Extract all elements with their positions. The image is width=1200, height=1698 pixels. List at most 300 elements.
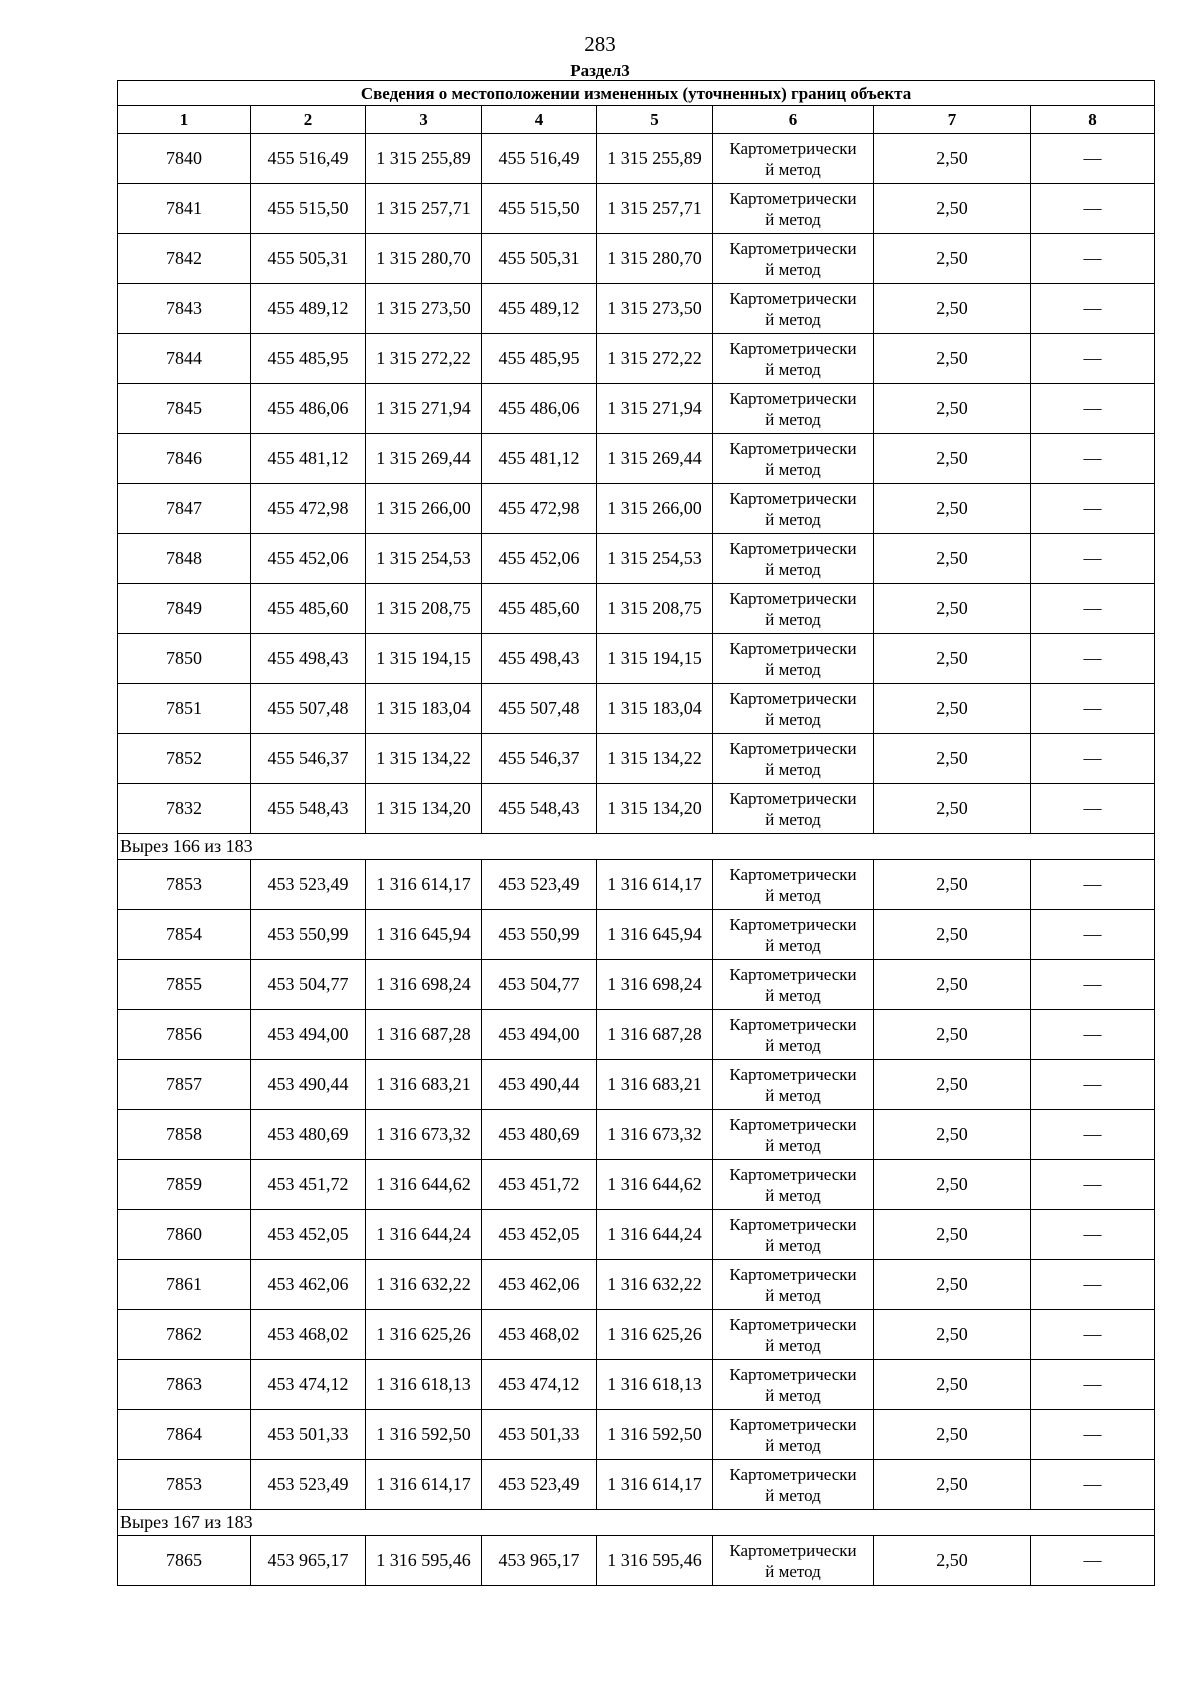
method-cell — [713, 1010, 874, 1060]
method-cell — [713, 1110, 874, 1160]
point-number-cell: 7859 — [118, 1160, 251, 1210]
x-existing-cell: 453 468,02 — [251, 1310, 366, 1360]
table-row — [118, 910, 1155, 960]
x-new-cell: 455 498,43 — [482, 634, 597, 684]
x-existing-cell: 453 452,05 — [251, 1210, 366, 1260]
method-line-1: Картометрически — [729, 1264, 857, 1284]
description-cell: — — [1031, 434, 1155, 484]
method-line-1: Картометрически — [729, 538, 857, 558]
point-number-cell: 7855 — [118, 960, 251, 1010]
description-cell: — — [1031, 1310, 1155, 1360]
table-row — [118, 134, 1155, 184]
accuracy-cell: 2,50 — [874, 684, 1031, 734]
method-line-1: Картометрически — [729, 1164, 857, 1184]
x-existing-cell: 453 451,72 — [251, 1160, 366, 1210]
x-new-cell: 455 486,06 — [482, 384, 597, 434]
x-new-cell: 453 451,72 — [482, 1160, 597, 1210]
y-existing-cell: 1 315 257,71 — [366, 184, 482, 234]
accuracy-cell: 2,50 — [874, 1360, 1031, 1410]
table-row — [118, 1110, 1155, 1160]
method-line-1: Картометрически — [729, 1540, 857, 1560]
method-line-2: й метод — [765, 1185, 821, 1205]
description-cell: — — [1031, 484, 1155, 534]
table-row — [118, 584, 1155, 634]
method-line-1: Картометрически — [729, 1364, 857, 1384]
method-cell — [713, 1536, 874, 1586]
x-new-cell: 453 468,02 — [482, 1310, 597, 1360]
method-line-1: Картометрически — [729, 388, 857, 408]
column-number: 4 — [482, 106, 597, 134]
y-new-cell: 1 315 134,22 — [597, 734, 713, 784]
accuracy-cell: 2,50 — [874, 134, 1031, 184]
y-new-cell: 1 316 614,17 — [597, 860, 713, 910]
method-cell — [713, 1160, 874, 1210]
description-cell: — — [1031, 1260, 1155, 1310]
column-number-row — [118, 106, 1155, 134]
x-new-cell: 455 485,95 — [482, 334, 597, 384]
table-row — [118, 860, 1155, 910]
point-number-cell: 7832 — [118, 784, 251, 834]
method-line-2: й метод — [765, 1085, 821, 1105]
x-existing-cell: 455 472,98 — [251, 484, 366, 534]
y-new-cell: 1 316 592,50 — [597, 1410, 713, 1460]
table-row — [118, 1410, 1155, 1460]
y-existing-cell: 1 315 208,75 — [366, 584, 482, 634]
cutout-subheader: Вырез 166 из 183 — [118, 834, 1155, 860]
method-line-1: Картометрически — [729, 1114, 857, 1134]
y-new-cell: 1 315 269,44 — [597, 434, 713, 484]
cutout-subheader-row — [118, 1510, 1155, 1536]
method-line-1: Картометрически — [729, 1214, 857, 1234]
method-line-1: Картометрически — [729, 1414, 857, 1434]
description-cell: — — [1031, 334, 1155, 384]
x-new-cell: 453 504,77 — [482, 960, 597, 1010]
method-line-1: Картометрически — [729, 288, 857, 308]
method-cell — [713, 1060, 874, 1110]
description-cell: — — [1031, 284, 1155, 334]
y-existing-cell: 1 316 644,62 — [366, 1160, 482, 1210]
method-line-2: й метод — [765, 309, 821, 329]
description-cell: — — [1031, 234, 1155, 284]
accuracy-cell: 2,50 — [874, 1310, 1031, 1360]
table-row — [118, 1536, 1155, 1586]
method-cell — [713, 334, 874, 384]
column-number: 2 — [251, 106, 366, 134]
x-new-cell: 455 481,12 — [482, 434, 597, 484]
description-cell: — — [1031, 684, 1155, 734]
table-row — [118, 284, 1155, 334]
y-existing-cell: 1 316 595,46 — [366, 1536, 482, 1586]
y-new-cell: 1 315 134,20 — [597, 784, 713, 834]
x-existing-cell: 453 523,49 — [251, 1460, 366, 1510]
method-line-2: й метод — [765, 559, 821, 579]
method-cell — [713, 284, 874, 334]
y-existing-cell: 1 315 194,15 — [366, 634, 482, 684]
x-new-cell: 453 452,05 — [482, 1210, 597, 1260]
method-line-2: й метод — [765, 1285, 821, 1305]
x-new-cell: 455 516,49 — [482, 134, 597, 184]
cutout-subheader-row — [118, 834, 1155, 860]
y-existing-cell: 1 315 269,44 — [366, 434, 482, 484]
x-new-cell: 453 501,33 — [482, 1410, 597, 1460]
y-new-cell: 1 316 644,24 — [597, 1210, 713, 1260]
method-line-2: й метод — [765, 985, 821, 1005]
description-cell: — — [1031, 1360, 1155, 1410]
accuracy-cell: 2,50 — [874, 734, 1031, 784]
y-existing-cell: 1 316 687,28 — [366, 1010, 482, 1060]
accuracy-cell: 2,50 — [874, 1160, 1031, 1210]
y-existing-cell: 1 316 645,94 — [366, 910, 482, 960]
method-line-2: й метод — [765, 409, 821, 429]
y-new-cell: 1 315 280,70 — [597, 234, 713, 284]
method-line-1: Картометрически — [729, 138, 857, 158]
accuracy-cell: 2,50 — [874, 284, 1031, 334]
x-existing-cell: 455 481,12 — [251, 434, 366, 484]
x-new-cell: 453 494,00 — [482, 1010, 597, 1060]
method-line-2: й метод — [765, 1135, 821, 1155]
description-cell: — — [1031, 860, 1155, 910]
table-row — [118, 234, 1155, 284]
y-new-cell: 1 315 272,22 — [597, 334, 713, 384]
method-line-2: й метод — [765, 159, 821, 179]
table-caption-row — [118, 81, 1155, 106]
y-new-cell: 1 315 255,89 — [597, 134, 713, 184]
method-line-1: Картометрически — [729, 488, 857, 508]
x-new-cell: 455 507,48 — [482, 684, 597, 734]
table-row — [118, 1360, 1155, 1410]
method-line-1: Картометрически — [729, 864, 857, 884]
point-number-cell: 7852 — [118, 734, 251, 784]
y-new-cell: 1 316 673,32 — [597, 1110, 713, 1160]
y-existing-cell: 1 315 134,20 — [366, 784, 482, 834]
description-cell: — — [1031, 184, 1155, 234]
point-number-cell: 7858 — [118, 1110, 251, 1160]
x-existing-cell: 455 498,43 — [251, 634, 366, 684]
method-cell — [713, 860, 874, 910]
cutout-subheader: Вырез 167 из 183 — [118, 1510, 1155, 1536]
column-number: 5 — [597, 106, 713, 134]
accuracy-cell: 2,50 — [874, 384, 1031, 434]
accuracy-cell: 2,50 — [874, 860, 1031, 910]
y-existing-cell: 1 315 255,89 — [366, 134, 482, 184]
description-cell: — — [1031, 910, 1155, 960]
point-number-cell: 7863 — [118, 1360, 251, 1410]
accuracy-cell: 2,50 — [874, 1210, 1031, 1260]
table-row — [118, 484, 1155, 534]
accuracy-cell: 2,50 — [874, 1060, 1031, 1110]
description-cell: — — [1031, 960, 1155, 1010]
description-cell: — — [1031, 1060, 1155, 1110]
method-line-2: й метод — [765, 759, 821, 779]
y-new-cell: 1 316 632,22 — [597, 1260, 713, 1310]
description-cell: — — [1031, 534, 1155, 584]
point-number-cell: 7853 — [118, 1460, 251, 1510]
description-cell: — — [1031, 134, 1155, 184]
method-cell — [713, 134, 874, 184]
point-number-cell: 7841 — [118, 184, 251, 234]
accuracy-cell: 2,50 — [874, 784, 1031, 834]
column-number: 8 — [1031, 106, 1155, 134]
x-existing-cell: 455 452,06 — [251, 534, 366, 584]
x-new-cell: 455 452,06 — [482, 534, 597, 584]
method-line-2: й метод — [765, 1335, 821, 1355]
table-row — [118, 534, 1155, 584]
method-line-1: Картометрически — [729, 1464, 857, 1484]
x-existing-cell: 455 516,49 — [251, 134, 366, 184]
x-existing-cell: 453 965,17 — [251, 1536, 366, 1586]
method-cell — [713, 534, 874, 584]
accuracy-cell: 2,50 — [874, 960, 1031, 1010]
x-existing-cell: 455 485,95 — [251, 334, 366, 384]
method-cell — [713, 384, 874, 434]
method-line-2: й метод — [765, 259, 821, 279]
x-existing-cell: 453 523,49 — [251, 860, 366, 910]
description-cell: — — [1031, 1010, 1155, 1060]
y-new-cell: 1 315 208,75 — [597, 584, 713, 634]
section-title: Раздел3 — [570, 61, 630, 80]
method-cell — [713, 1360, 874, 1410]
point-number-cell: 7864 — [118, 1410, 251, 1460]
y-new-cell: 1 316 614,17 — [597, 1460, 713, 1510]
description-cell: — — [1031, 634, 1155, 684]
table-row — [118, 1460, 1155, 1510]
point-number-cell: 7847 — [118, 484, 251, 534]
method-line-2: й метод — [765, 609, 821, 629]
method-line-2: й метод — [765, 935, 821, 955]
x-existing-cell: 453 501,33 — [251, 1410, 366, 1460]
table-row — [118, 184, 1155, 234]
y-new-cell: 1 316 683,21 — [597, 1060, 713, 1110]
point-number-cell: 7846 — [118, 434, 251, 484]
accuracy-cell: 2,50 — [874, 1410, 1031, 1460]
method-line-2: й метод — [765, 1485, 821, 1505]
x-new-cell: 455 546,37 — [482, 734, 597, 784]
description-cell: — — [1031, 734, 1155, 784]
point-number-cell: 7865 — [118, 1536, 251, 1586]
accuracy-cell: 2,50 — [874, 434, 1031, 484]
x-existing-cell: 455 489,12 — [251, 284, 366, 334]
method-cell — [713, 1260, 874, 1310]
y-existing-cell: 1 315 272,22 — [366, 334, 482, 384]
column-number: 3 — [366, 106, 482, 134]
table-row — [118, 684, 1155, 734]
y-existing-cell: 1 315 134,22 — [366, 734, 482, 784]
method-line-1: Картометрически — [729, 1314, 857, 1334]
accuracy-cell: 2,50 — [874, 584, 1031, 634]
method-line-2: й метод — [765, 809, 821, 829]
column-number: 1 — [118, 106, 251, 134]
x-existing-cell: 453 504,77 — [251, 960, 366, 1010]
accuracy-cell: 2,50 — [874, 1110, 1031, 1160]
method-line-1: Картометрически — [729, 688, 857, 708]
y-new-cell: 1 315 183,04 — [597, 684, 713, 734]
y-new-cell: 1 316 645,94 — [597, 910, 713, 960]
description-cell: — — [1031, 384, 1155, 434]
column-number: 6 — [713, 106, 874, 134]
table-row — [118, 1160, 1155, 1210]
method-line-1: Картометрически — [729, 964, 857, 984]
x-new-cell: 453 523,49 — [482, 1460, 597, 1510]
point-number-cell: 7862 — [118, 1310, 251, 1360]
method-line-1: Картометрически — [729, 188, 857, 208]
y-existing-cell: 1 316 644,24 — [366, 1210, 482, 1260]
accuracy-cell: 2,50 — [874, 634, 1031, 684]
x-new-cell: 453 474,12 — [482, 1360, 597, 1410]
x-new-cell: 453 480,69 — [482, 1110, 597, 1160]
method-line-2: й метод — [765, 885, 821, 905]
method-cell — [713, 1210, 874, 1260]
x-existing-cell: 453 490,44 — [251, 1060, 366, 1110]
x-existing-cell: 455 505,31 — [251, 234, 366, 284]
y-existing-cell: 1 316 683,21 — [366, 1060, 482, 1110]
method-line-2: й метод — [765, 509, 821, 529]
table-row — [118, 334, 1155, 384]
table-row — [118, 960, 1155, 1010]
y-new-cell: 1 316 698,24 — [597, 960, 713, 1010]
accuracy-cell: 2,50 — [874, 910, 1031, 960]
description-cell: — — [1031, 1210, 1155, 1260]
method-line-2: й метод — [765, 1561, 821, 1581]
y-new-cell: 1 316 687,28 — [597, 1010, 713, 1060]
table-row — [118, 734, 1155, 784]
x-existing-cell: 455 515,50 — [251, 184, 366, 234]
y-existing-cell: 1 315 273,50 — [366, 284, 482, 334]
description-cell: — — [1031, 584, 1155, 634]
table-row — [118, 1210, 1155, 1260]
description-cell: — — [1031, 1160, 1155, 1210]
x-existing-cell: 455 507,48 — [251, 684, 366, 734]
x-new-cell: 455 472,98 — [482, 484, 597, 534]
method-cell — [713, 784, 874, 834]
y-existing-cell: 1 316 592,50 — [366, 1410, 482, 1460]
table-row — [118, 1010, 1155, 1060]
x-existing-cell: 455 486,06 — [251, 384, 366, 434]
x-new-cell: 453 965,17 — [482, 1536, 597, 1586]
table-row — [118, 634, 1155, 684]
method-cell — [713, 1460, 874, 1510]
x-existing-cell: 455 548,43 — [251, 784, 366, 834]
x-existing-cell: 453 494,00 — [251, 1010, 366, 1060]
method-line-2: й метод — [765, 359, 821, 379]
x-new-cell: 453 523,49 — [482, 860, 597, 910]
point-number-cell: 7840 — [118, 134, 251, 184]
y-new-cell: 1 316 618,13 — [597, 1360, 713, 1410]
x-new-cell: 455 515,50 — [482, 184, 597, 234]
x-existing-cell: 453 550,99 — [251, 910, 366, 960]
accuracy-cell: 2,50 — [874, 534, 1031, 584]
method-line-2: й метод — [765, 659, 821, 679]
y-existing-cell: 1 315 280,70 — [366, 234, 482, 284]
accuracy-cell: 2,50 — [874, 1260, 1031, 1310]
page-number: 283 — [584, 32, 616, 56]
y-existing-cell: 1 316 614,17 — [366, 1460, 482, 1510]
description-cell: — — [1031, 1110, 1155, 1160]
point-number-cell: 7842 — [118, 234, 251, 284]
method-line-2: й метод — [765, 1235, 821, 1255]
method-line-2: й метод — [765, 1435, 821, 1455]
point-number-cell: 7844 — [118, 334, 251, 384]
accuracy-cell: 2,50 — [874, 1010, 1031, 1060]
description-cell: — — [1031, 1460, 1155, 1510]
x-new-cell: 455 548,43 — [482, 784, 597, 834]
method-cell — [713, 960, 874, 1010]
method-line-1: Картометрически — [729, 638, 857, 658]
column-number: 7 — [874, 106, 1031, 134]
method-cell — [713, 184, 874, 234]
y-existing-cell: 1 315 266,00 — [366, 484, 482, 534]
method-cell — [713, 910, 874, 960]
accuracy-cell: 2,50 — [874, 484, 1031, 534]
x-new-cell: 453 490,44 — [482, 1060, 597, 1110]
point-number-cell: 7848 — [118, 534, 251, 584]
point-number-cell: 7856 — [118, 1010, 251, 1060]
y-new-cell: 1 316 595,46 — [597, 1536, 713, 1586]
method-line-1: Картометрически — [729, 588, 857, 608]
method-line-1: Картометрически — [729, 788, 857, 808]
x-new-cell: 453 550,99 — [482, 910, 597, 960]
method-line-2: й метод — [765, 1385, 821, 1405]
x-new-cell: 453 462,06 — [482, 1260, 597, 1310]
table-row — [118, 434, 1155, 484]
y-new-cell: 1 315 266,00 — [597, 484, 713, 534]
y-existing-cell: 1 316 673,32 — [366, 1110, 482, 1160]
method-cell — [713, 234, 874, 284]
point-number-cell: 7861 — [118, 1260, 251, 1310]
y-new-cell: 1 316 625,26 — [597, 1310, 713, 1360]
x-existing-cell: 455 546,37 — [251, 734, 366, 784]
description-cell: — — [1031, 1536, 1155, 1586]
y-existing-cell: 1 315 183,04 — [366, 684, 482, 734]
table-row — [118, 1060, 1155, 1110]
method-line-1: Картометрически — [729, 338, 857, 358]
method-cell — [713, 634, 874, 684]
method-line-2: й метод — [765, 1035, 821, 1055]
method-cell — [713, 684, 874, 734]
x-existing-cell: 453 462,06 — [251, 1260, 366, 1310]
method-line-1: Картометрически — [729, 1064, 857, 1084]
x-existing-cell: 453 480,69 — [251, 1110, 366, 1160]
coordinates-table — [117, 80, 1155, 1586]
method-line-1: Картометрически — [729, 1014, 857, 1034]
method-line-2: й метод — [765, 459, 821, 479]
method-line-1: Картометрически — [729, 738, 857, 758]
point-number-cell: 7853 — [118, 860, 251, 910]
accuracy-cell: 2,50 — [874, 1536, 1031, 1586]
y-existing-cell: 1 315 271,94 — [366, 384, 482, 434]
table-row — [118, 784, 1155, 834]
point-number-cell: 7845 — [118, 384, 251, 434]
method-cell — [713, 584, 874, 634]
y-existing-cell: 1 316 632,22 — [366, 1260, 482, 1310]
y-existing-cell: 1 315 254,53 — [366, 534, 482, 584]
table-caption: Сведения о местоположении измененных (уточненных) границ объекта — [118, 81, 1155, 106]
x-existing-cell: 453 474,12 — [251, 1360, 366, 1410]
y-new-cell: 1 315 273,50 — [597, 284, 713, 334]
y-existing-cell: 1 316 625,26 — [366, 1310, 482, 1360]
y-existing-cell: 1 316 618,13 — [366, 1360, 482, 1410]
description-cell: — — [1031, 784, 1155, 834]
method-line-1: Картометрически — [729, 238, 857, 258]
accuracy-cell: 2,50 — [874, 334, 1031, 384]
accuracy-cell: 2,50 — [874, 184, 1031, 234]
method-cell — [713, 1410, 874, 1460]
y-new-cell: 1 315 257,71 — [597, 184, 713, 234]
description-cell: — — [1031, 1410, 1155, 1460]
table-row — [118, 384, 1155, 434]
method-line-1: Картометрически — [729, 914, 857, 934]
point-number-cell: 7843 — [118, 284, 251, 334]
method-cell — [713, 734, 874, 784]
